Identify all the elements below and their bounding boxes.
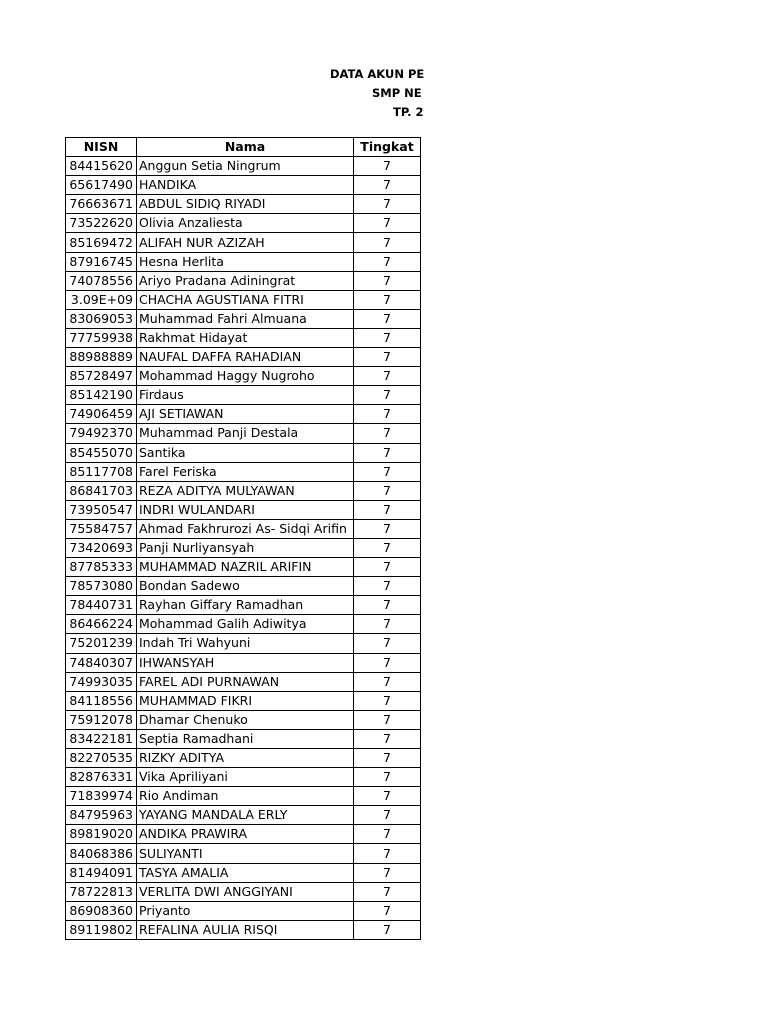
tingkat-cell: 7	[354, 653, 421, 672]
tingkat-cell: 7	[354, 309, 421, 328]
table-row	[66, 309, 421, 328]
nama-cell: Farel Feriska	[137, 462, 354, 481]
tingkat-cell: 7	[354, 233, 421, 252]
tingkat-cell: 7	[354, 768, 421, 787]
nama-cell: Mohammad Galih Adiwitya	[137, 615, 354, 634]
nisn-cell: 74840307	[66, 653, 137, 672]
table-row	[66, 252, 421, 271]
tingkat-cell: 7	[354, 386, 421, 405]
table-row	[66, 653, 421, 672]
nisn-cell: 65617490	[66, 176, 137, 195]
nisn-cell: 76663671	[66, 195, 137, 214]
table-row	[66, 920, 421, 939]
nisn-cell: 86908360	[66, 901, 137, 920]
column-header-nama: Nama	[137, 138, 354, 157]
table-row	[66, 787, 421, 806]
table-row	[66, 672, 421, 691]
nama-cell: Santika	[137, 443, 354, 462]
nisn-cell: 89119802	[66, 920, 137, 939]
table-row	[66, 290, 421, 309]
tingkat-cell: 7	[354, 634, 421, 653]
nama-cell: ALIFAH NUR AZIZAH	[137, 233, 354, 252]
nisn-cell: 84068386	[66, 844, 137, 863]
tingkat-cell: 7	[354, 538, 421, 557]
table-row	[66, 577, 421, 596]
title-line-3: TP. 2	[393, 105, 424, 119]
tingkat-cell: 7	[354, 271, 421, 290]
table-row	[66, 749, 421, 768]
document-header	[0, 65, 425, 125]
table-row	[66, 405, 421, 424]
table-row	[66, 825, 421, 844]
nama-cell: Septia Ramadhani	[137, 729, 354, 748]
nama-cell: Anggun Setia Ningrum	[137, 157, 354, 176]
nisn-cell: 84415620	[66, 157, 137, 176]
tingkat-cell: 7	[354, 481, 421, 500]
table-row	[66, 195, 421, 214]
student-account-table	[65, 137, 421, 940]
tingkat-cell: 7	[354, 424, 421, 443]
nama-cell: VERLITA DWI ANGGIYANI	[137, 882, 354, 901]
nisn-cell: 3.09E+09	[66, 290, 137, 309]
nisn-cell: 75201239	[66, 634, 137, 653]
tingkat-cell: 7	[354, 672, 421, 691]
nisn-cell: 73522620	[66, 214, 137, 233]
tingkat-cell: 7	[354, 176, 421, 195]
nisn-cell: 85142190	[66, 386, 137, 405]
nisn-cell: 88988889	[66, 348, 137, 367]
table-row	[66, 481, 421, 500]
nama-cell: SULIYANTI	[137, 844, 354, 863]
tingkat-cell: 7	[354, 519, 421, 538]
table-row	[66, 844, 421, 863]
nama-cell: Priyanto	[137, 901, 354, 920]
tingkat-cell: 7	[354, 252, 421, 271]
tingkat-cell: 7	[354, 729, 421, 748]
nisn-cell: 79492370	[66, 424, 137, 443]
table-row	[66, 806, 421, 825]
nama-cell: Bondan Sadewo	[137, 577, 354, 596]
tingkat-cell: 7	[354, 328, 421, 347]
tingkat-cell: 7	[354, 500, 421, 519]
nisn-cell: 82876331	[66, 768, 137, 787]
nama-cell: CHACHA AGUSTIANA FITRI	[137, 290, 354, 309]
nisn-cell: 81494091	[66, 863, 137, 882]
tingkat-cell: 7	[354, 405, 421, 424]
nisn-cell: 71839974	[66, 787, 137, 806]
nama-cell: Muhammad Fahri Almuana	[137, 309, 354, 328]
column-header-nisn: NISN	[66, 138, 137, 157]
nama-cell: INDRI WULANDARI	[137, 500, 354, 519]
tingkat-cell: 7	[354, 462, 421, 481]
tingkat-cell: 7	[354, 787, 421, 806]
table-row	[66, 424, 421, 443]
nisn-cell: 73950547	[66, 500, 137, 519]
table-row	[66, 271, 421, 290]
nama-cell: Rakhmat Hidayat	[137, 328, 354, 347]
nisn-cell: 83422181	[66, 729, 137, 748]
table-row	[66, 500, 421, 519]
title-line-1: DATA AKUN PE	[330, 67, 425, 81]
nisn-cell: 78573080	[66, 577, 137, 596]
table-row	[66, 901, 421, 920]
table-row	[66, 157, 421, 176]
nisn-cell: 82270535	[66, 749, 137, 768]
table-row	[66, 615, 421, 634]
nama-cell: Rio Andiman	[137, 787, 354, 806]
tingkat-cell: 7	[354, 806, 421, 825]
nisn-cell: 84118556	[66, 691, 137, 710]
table-row	[66, 882, 421, 901]
nisn-cell: 73420693	[66, 538, 137, 557]
nama-cell: IHWANSYAH	[137, 653, 354, 672]
table-row	[66, 558, 421, 577]
nisn-cell: 75584757	[66, 519, 137, 538]
nama-cell: NAUFAL DAFFA RAHADIAN	[137, 348, 354, 367]
table-row	[66, 634, 421, 653]
table-row	[66, 729, 421, 748]
nama-cell: Dhamar Chenuko	[137, 710, 354, 729]
tingkat-cell: 7	[354, 920, 421, 939]
tingkat-cell: 7	[354, 290, 421, 309]
table-row	[66, 176, 421, 195]
tingkat-cell: 7	[354, 577, 421, 596]
table-header-row	[66, 138, 421, 157]
nisn-cell: 78440731	[66, 596, 137, 615]
nama-cell: Vika Apriliyani	[137, 768, 354, 787]
nama-cell: AJI SETIAWAN	[137, 405, 354, 424]
table-row	[66, 348, 421, 367]
nama-cell: Muhammad Panji Destala	[137, 424, 354, 443]
table-row	[66, 233, 421, 252]
table-row	[66, 863, 421, 882]
table-body	[66, 157, 421, 940]
table-row	[66, 768, 421, 787]
nama-cell: FAREL ADI PURNAWAN	[137, 672, 354, 691]
nama-cell: Mohammad Haggy Nugroho	[137, 367, 354, 386]
table-row	[66, 538, 421, 557]
tingkat-cell: 7	[354, 214, 421, 233]
table-row	[66, 691, 421, 710]
nisn-cell: 78722813	[66, 882, 137, 901]
nama-cell: Firdaus	[137, 386, 354, 405]
nama-cell: Panji Nurliyansyah	[137, 538, 354, 557]
nama-cell: REFALINA AULIA RISQI	[137, 920, 354, 939]
tingkat-cell: 7	[354, 596, 421, 615]
tingkat-cell: 7	[354, 901, 421, 920]
nisn-cell: 84795963	[66, 806, 137, 825]
title-line-2: SMP NE	[372, 86, 422, 100]
nama-cell: Indah Tri Wahyuni	[137, 634, 354, 653]
tingkat-cell: 7	[354, 348, 421, 367]
nisn-cell: 85169472	[66, 233, 137, 252]
nama-cell: Olivia Anzaliesta	[137, 214, 354, 233]
nama-cell: RIZKY ADITYA	[137, 749, 354, 768]
tingkat-cell: 7	[354, 615, 421, 634]
nama-cell: Ariyo Pradana Adiningrat	[137, 271, 354, 290]
nisn-cell: 75912078	[66, 710, 137, 729]
nisn-cell: 74993035	[66, 672, 137, 691]
nama-cell: REZA ADITYA MULYAWAN	[137, 481, 354, 500]
table-row	[66, 596, 421, 615]
table-row	[66, 328, 421, 347]
nama-cell: MUHAMMAD NAZRIL ARIFIN	[137, 558, 354, 577]
nisn-cell: 86466224	[66, 615, 137, 634]
tingkat-cell: 7	[354, 443, 421, 462]
tingkat-cell: 7	[354, 863, 421, 882]
nisn-cell: 87785333	[66, 558, 137, 577]
tingkat-cell: 7	[354, 367, 421, 386]
nisn-cell: 74906459	[66, 405, 137, 424]
tingkat-cell: 7	[354, 710, 421, 729]
nisn-cell: 85455070	[66, 443, 137, 462]
nama-cell: YAYANG MANDALA ERLY	[137, 806, 354, 825]
nisn-cell: 89819020	[66, 825, 137, 844]
nama-cell: Ahmad Fakhrurozi As- Sidqi Arifin	[137, 519, 354, 538]
nisn-cell: 83069053	[66, 309, 137, 328]
table-row	[66, 386, 421, 405]
table-row	[66, 443, 421, 462]
nisn-cell: 85117708	[66, 462, 137, 481]
nama-cell: Rayhan Giffary Ramadhan	[137, 596, 354, 615]
nama-cell: ANDIKA PRAWIRA	[137, 825, 354, 844]
table-row	[66, 462, 421, 481]
nisn-cell: 87916745	[66, 252, 137, 271]
table-row	[66, 214, 421, 233]
table-row	[66, 519, 421, 538]
tingkat-cell: 7	[354, 157, 421, 176]
nisn-cell: 86841703	[66, 481, 137, 500]
nisn-cell: 74078556	[66, 271, 137, 290]
nama-cell: MUHAMMAD FIKRI	[137, 691, 354, 710]
nisn-cell: 77759938	[66, 328, 137, 347]
tingkat-cell: 7	[354, 844, 421, 863]
tingkat-cell: 7	[354, 749, 421, 768]
nama-cell: Hesna Herlita	[137, 252, 354, 271]
table-row	[66, 710, 421, 729]
tingkat-cell: 7	[354, 882, 421, 901]
table-row	[66, 367, 421, 386]
tingkat-cell: 7	[354, 558, 421, 577]
nama-cell: ABDUL SIDIQ RIYADI	[137, 195, 354, 214]
nama-cell: HANDIKA	[137, 176, 354, 195]
nisn-cell: 85728497	[66, 367, 137, 386]
column-header-tingkat: Tingkat	[354, 138, 421, 157]
nama-cell: TASYA AMALIA	[137, 863, 354, 882]
tingkat-cell: 7	[354, 195, 421, 214]
tingkat-cell: 7	[354, 691, 421, 710]
tingkat-cell: 7	[354, 825, 421, 844]
